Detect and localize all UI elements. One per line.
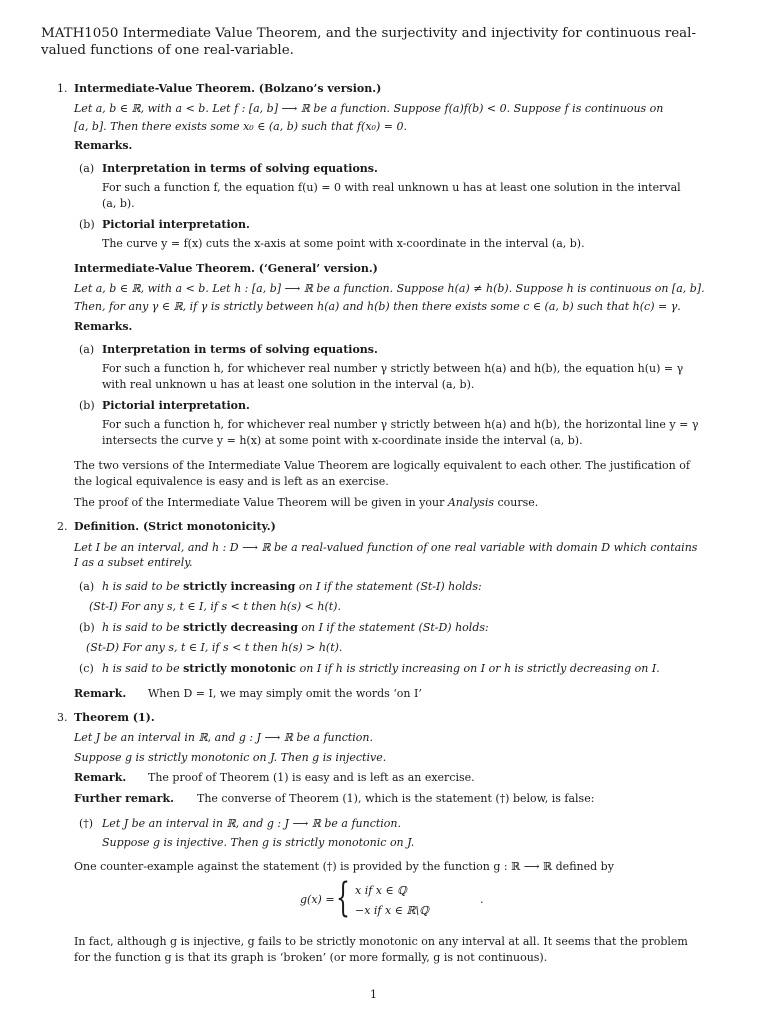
def-c-label: (c) — [79, 662, 94, 675]
equation-case-irrational: −x if x ∈ ℝ\ℚ — [355, 904, 429, 917]
dagger-label: (†) — [79, 817, 94, 830]
remark-a-heading: Interpretation in terms of solving equations. — [102, 162, 378, 175]
theorem-1-line-1: Let J be an interval in ℝ, and g : J ⟶ ℝ be a function. — [74, 731, 374, 744]
general-remark-b-text-2: intersects the curve y = h(x) at some point with x-coordinate inside the interval (a, b). — [102, 434, 583, 447]
def-a-pre: h is said to be — [102, 580, 184, 593]
def-a-label: (a) — [79, 580, 95, 593]
general-ivt-line-1: Let a, b ∈ ℝ, with a < b. Let h : [a, b] ⟶ ℝ be a function. Suppose h(a) ≠ h(b). Suppose h is continuous on [a, b]. — [74, 282, 705, 295]
section-3-heading: Theorem (1). — [74, 711, 155, 724]
theorem-remark-text: The proof of Theorem (1) is easy and is left as an exercise. — [148, 771, 475, 784]
closing-line-1: In fact, although g is injective, g fails to be strictly monotonic on any interval at all. It seems that the problem — [74, 935, 688, 948]
dagger-line-2: Suppose g is injective. Then g is strictly monotonic on J. — [102, 836, 415, 849]
general-remark-b-text-1: For such a function h, for whichever real number γ strictly between h(a) and h(b), the horizontal line y = γ — [102, 418, 699, 431]
def-b-term: strictly decreasing — [183, 621, 298, 634]
section-1-heading: Intermediate-Value Theorem. (Bolzano’s version.) — [74, 82, 382, 95]
remark-b-heading: Pictorial interpretation. — [102, 218, 250, 231]
proof-note-post: course. — [494, 496, 539, 509]
section-3-number: 3. — [57, 711, 68, 724]
remarks-heading-2: Remarks. — [74, 320, 133, 333]
theorem-remark-label: Remark. — [74, 771, 127, 784]
equation-period: . — [480, 893, 484, 906]
def-c-post: on I if h is strictly increasing on I or h is strictly decreasing on I. — [296, 662, 660, 675]
def-remark-label: Remark. — [74, 687, 127, 700]
statement-st-d: (St-D) For any s, t ∈ I, if s < t then h(s) > h(t). — [86, 641, 343, 654]
remark-a-label: (a) — [79, 162, 95, 175]
proof-note-course: Analysis — [447, 496, 494, 509]
def-a-text — [102, 580, 482, 594]
section-1-number: 1. — [57, 82, 68, 95]
bolzano-statement-line-1: Let a, b ∈ ℝ, with a < b. Let f : [a, b] ⟶ ℝ be a function. Suppose f(a)f(b) < 0. Suppose f is continuous on — [74, 102, 664, 115]
remark-a-text-1: For such a function f, the equation f(u) = 0 with real unknown u has at least one solution in the interval — [102, 181, 681, 194]
def-c-pre: h is said to be — [102, 662, 184, 675]
equation-case-rational: x if x ∈ ℚ — [355, 884, 407, 897]
page-title: MATH1050 Intermediate Value Theorem, and the surjectivity and injectivity for continuous real-valued functions of one real-variable. — [41, 26, 696, 58]
closing-line-2: for the function g is that its graph is ‘broken’ (or more formally, g is not continuous). — [74, 951, 548, 964]
def-b-text — [102, 621, 489, 635]
equation-lhs: g(x) = — [300, 893, 335, 906]
further-remark-label: Further remark. — [74, 792, 174, 805]
general-ivt-heading: Intermediate-Value Theorem. (‘General’ version.) — [74, 262, 378, 275]
bolzano-statement-line-2: [a, b]. Then there exists some x₀ ∈ (a, b) such that f(x₀) = 0. — [74, 120, 407, 133]
counter-example-text: One counter-example against the statement (†) is provided by the function g : ℝ ⟶ ℝ defined by — [74, 860, 614, 873]
general-remark-a-heading: Interpretation in terms of solving equations. — [102, 343, 378, 356]
general-remark-b-heading: Pictorial interpretation. — [102, 399, 250, 412]
page-number: 1 — [370, 988, 377, 1001]
general-remark-a-text-2: with real unknown u has at least one solution in the interval (a, b). — [102, 378, 475, 391]
def-a-post: on I if the statement (St-I) holds: — [295, 580, 482, 593]
section-2-number: 2. — [57, 520, 68, 533]
theorem-1-line-2: Suppose g is strictly monotonic on J. Then g is injective. — [74, 751, 387, 764]
def-b-label: (b) — [79, 621, 95, 634]
equation-brace: { — [336, 875, 350, 921]
piecewise-equation — [300, 875, 500, 924]
def-remark-text: When D = I, we may simply omit the words ‘on I’ — [148, 687, 422, 700]
remark-a-text-2: (a, b). — [102, 197, 135, 210]
remark-b-label: (b) — [79, 218, 95, 231]
definition-line-2: I as a subset entirely. — [74, 556, 193, 569]
def-c-text — [102, 662, 660, 676]
remarks-heading-1: Remarks. — [74, 139, 133, 152]
dagger-line-1: Let J be an interval in ℝ, and g : J ⟶ ℝ be a function. — [102, 817, 402, 830]
general-remark-b-label: (b) — [79, 399, 95, 412]
section-2-heading: Definition. (Strict monotonicity.) — [74, 520, 276, 533]
general-ivt-line-2: Then, for any γ ∈ ℝ, if γ is strictly between h(a) and h(b) then there exists some c ∈ (a, b) such that h(c) = γ. — [74, 300, 681, 313]
def-c-term: strictly monotonic — [183, 662, 297, 675]
proof-note — [74, 496, 538, 510]
proof-note-pre: The proof of the Intermediate Value Theorem will be given in your — [74, 496, 448, 509]
def-b-post: on I if the statement (St-D) holds: — [297, 621, 489, 634]
definition-line-1: Let I be an interval, and h : D ⟶ ℝ be a real-valued function of one real variable with domain D which contains — [74, 541, 698, 554]
statement-st-i: (St-I) For any s, t ∈ I, if s < t then h(s) < h(t). — [89, 600, 341, 613]
equivalence-line-2: the logical equivalence is easy and is left as an exercise. — [74, 475, 389, 488]
def-b-pre: h is said to be — [102, 621, 184, 634]
further-remark-text: The converse of Theorem (1), which is the statement (†) below, is false: — [197, 792, 595, 805]
def-a-term: strictly increasing — [183, 580, 296, 593]
equivalence-line-1: The two versions of the Intermediate Value Theorem are logically equivalent to each other. The justification of — [74, 459, 690, 472]
general-remark-a-text-1: For such a function h, for whichever real number γ strictly between h(a) and h(b), the equation h(u) = γ — [102, 362, 684, 375]
general-remark-a-label: (a) — [79, 343, 95, 356]
remark-b-text-1: The curve y = f(x) cuts the x-axis at some point with x-coordinate in the interval (a, b). — [102, 237, 585, 250]
